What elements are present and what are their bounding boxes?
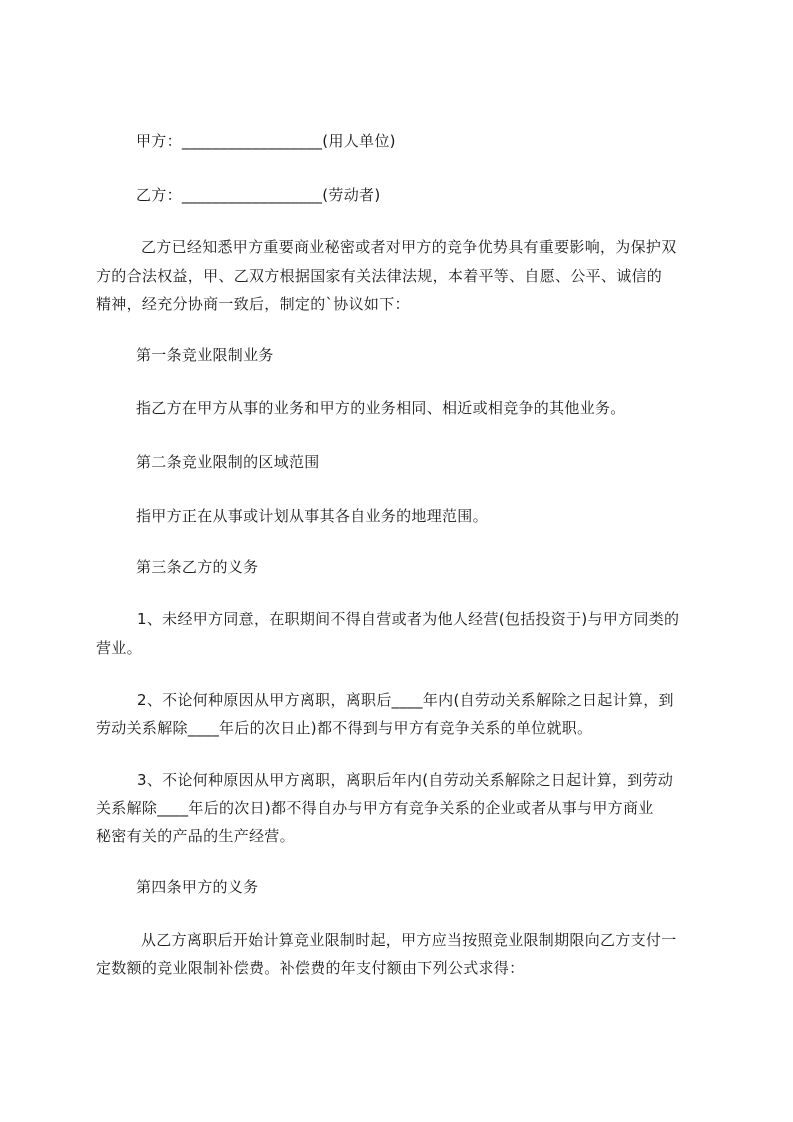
party-b-line: 乙方：__________________(劳动者) bbox=[136, 186, 381, 204]
party-a-line: 甲方：__________________(用人单位) bbox=[136, 132, 396, 150]
article4-title: 第四条甲方的义务 bbox=[136, 878, 259, 896]
article4-body-line-2: 定数额的竞业限制补偿费。补偿费的年支付额由下列公式求得： bbox=[96, 959, 525, 977]
article3-item2-line-1: 2、不论何种原因从甲方离职，离职后____年内(自劳动关系解除之日起计算，到 bbox=[137, 691, 674, 709]
article3-item1-line-2: 营业。 bbox=[96, 639, 142, 657]
article2-body: 指甲方正在从事或计划从事其各自业务的地理范围。 bbox=[136, 507, 488, 525]
article2-title: 第二条竞业限制的区域范围 bbox=[136, 453, 320, 471]
preamble-line-1: 乙方已经知悉甲方重要商业秘密或者对甲方的竞争优势具有重要影响，为保护双 bbox=[141, 238, 677, 256]
article4-body-line-1: 从乙方离职后开始计算竞业限制时起，甲方应当按照竞业限制期限向乙方支付一 bbox=[141, 931, 677, 949]
preamble-line-3: 精神，经充分协商一致后，制定的`协议如下： bbox=[96, 295, 410, 313]
article3-item1-line-1: 1、未经甲方同意，在职期间不得自营或者为他人经营(包括投资于)与甲方同类的 bbox=[137, 610, 680, 628]
article3-item3-line-1: 3、不论何种原因从甲方离职，离职后年内(自劳动关系解除之日起计算，到劳动 bbox=[137, 771, 674, 789]
preamble-line-2: 方的合法权益，甲、乙双方根据国家有关法律法规，本着平等、自愿、公平、诚信的 bbox=[96, 267, 663, 285]
article3-item3-line-2: 关系解除____年后的次日)都不得自办与甲方有竞争关系的企业或者从事与甲方商业 bbox=[96, 799, 654, 817]
article3-item2-line-2: 劳动关系解除____年后的次日止)都不得到与甲方有竞争关系的单位就职。 bbox=[96, 719, 593, 737]
article3-item3-line-3: 秘密有关的产品的生产经营。 bbox=[96, 827, 295, 845]
article3-title: 第三条乙方的义务 bbox=[136, 558, 259, 576]
article1-body: 指乙方在甲方从事的业务和甲方的业务相同、相近或相竞争的其他业务。 bbox=[136, 399, 626, 417]
article1-title: 第一条竞业限制业务 bbox=[136, 346, 274, 364]
